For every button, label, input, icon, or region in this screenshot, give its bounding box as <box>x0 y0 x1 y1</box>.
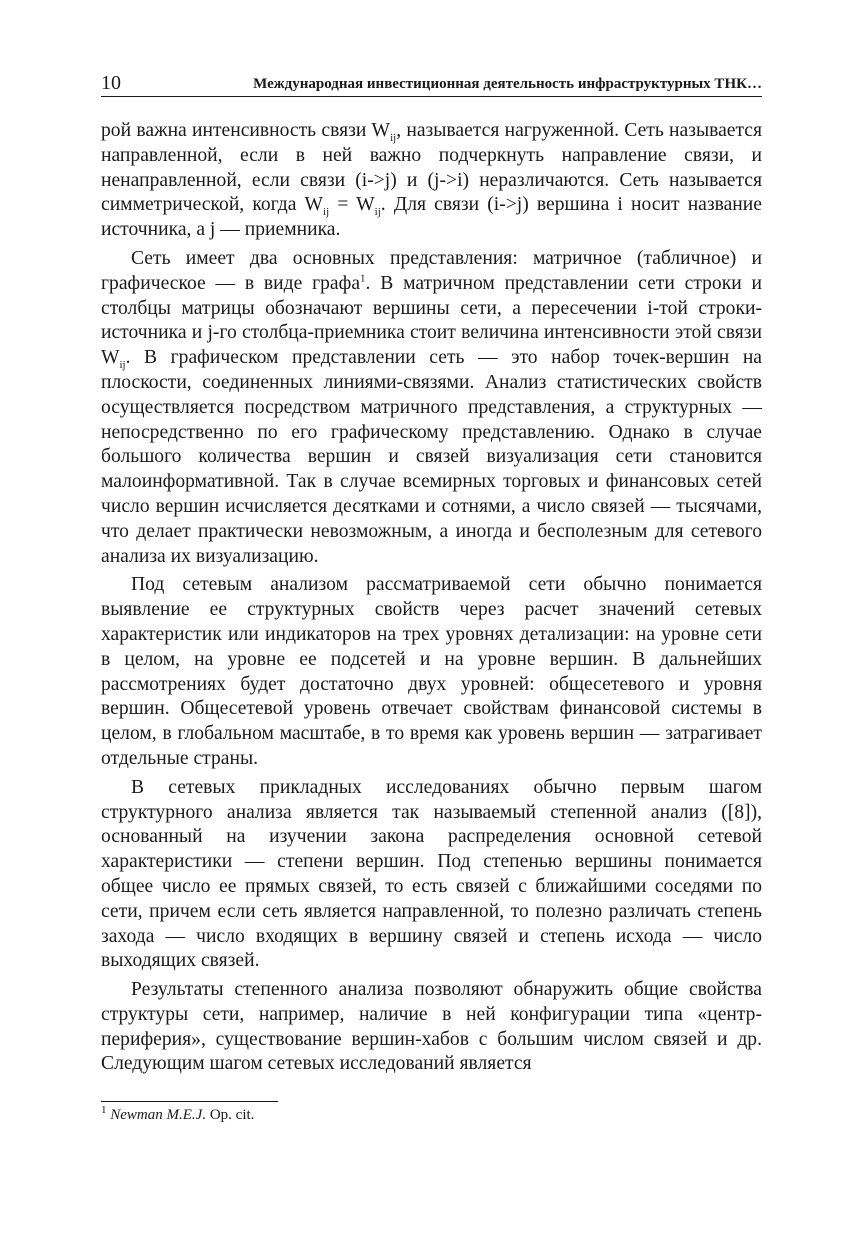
paragraph-2 <box>101 247 762 569</box>
p0-subscript-c: ij <box>374 206 381 219</box>
p0-text-d: . Для связи (i->j) вершина i носит название источника, а j — приемника. <box>101 194 762 241</box>
p0-subscript-b: ij <box>323 206 330 219</box>
p0-text-a: рой важна интенсивность связи W <box>101 120 391 141</box>
paragraph-1 <box>101 119 762 243</box>
p0-subscript-a: ij <box>390 131 397 144</box>
body-text <box>101 119 762 1077</box>
footnote-divider <box>101 1101 278 1102</box>
p0-text-b: , называется нагруженной. Сеть называется направленной, если в ней важно подчеркнуть направление связи, и ненаправленной, если связи (i->j) и (j->i) неразличаются. Сеть называется симметрической, когда W <box>101 120 763 216</box>
footnote-author: Newman M.E.J. <box>110 1107 207 1123</box>
p1-text-a: Сеть имеет два основных представления: матричное (табличное) и графическое — в виде графа <box>101 247 762 294</box>
p1-text-c: . В графическом представлении сеть — это набор точек-вершин на плоскости, соединенных линиями-связями. Анализ статистических свойств осуществляется посредством матричного представления, а структурных — непосредственно по его графическому представлению. Однако в случае большого количества вершин и связей визуализация сети становится малоинформативной. Так в случае всемирных торговых и финансовых сетей число вершин исчисляется десятками и сотнями, а число связей — тысячами, что делает практически невозможным, а иногда и бесполезным для сетевого анализа их визуализацию. <box>101 347 762 567</box>
page <box>101 70 762 1077</box>
paragraph-5: Результаты степенного анализа позволяют обнаружить общие свойства структуры сети, например, наличие в ней конфигурации типа «центр-периферия», существование вершин-хабов с большим числом связей и др. Следующим шагом сетевых исследований является <box>101 979 762 1075</box>
p0-text-c: = W <box>329 194 375 216</box>
page-number: 10 <box>101 72 121 94</box>
p1-subscript: ij <box>119 359 126 372</box>
paragraph-3: Под сетевым анализом рассматриваемой сети обычно понимается выявление ее структурных свойств через расчет значений сетевых характеристик или индикаторов на трех уровнях детализации: на уровне сети в целом, на уровне ее подсетей и на уровне вершин. В дальнейших рассмотрениях будет достаточно двух уровней: общесетевого и уровня вершин. Общесетевой уровень отвечает свойствам финансовой системы в целом, в глобальном масштабе, в то время как уровень вершин — затрагивает отдельные страны. <box>101 574 762 769</box>
footnote-marker: 1 <box>101 1104 107 1116</box>
p1-text-b: . В матричном представлении сети строки и столбцы матрицы обозначают вершины сети, а пересечении i-той строки-источника и j-го столбца-приемника стоит величина интенсивности этой связи W <box>101 272 762 369</box>
running-head <box>101 70 762 97</box>
footnote <box>101 1104 254 1126</box>
paragraph-4: В сетевых прикладных исследованиях обычно первым шагом структурного анализа является так называемый степенной анализ ([8]), основанный на изучении закона распределения основной сетевой характеристики — степени вершин. Под степенью вершины понимается общее число ее прямых связей, то есть связей с ближайшими соседями по сети, причем если сеть является направленной, то полезно различать степень захода — число входящих в вершину связей и степень исхода — число выходящих связей. <box>101 776 762 972</box>
footnote-citation: Op. cit. <box>206 1107 255 1123</box>
footnote-ref: 1 <box>360 272 366 285</box>
running-title: Международная инвестиционная деятельность инфраструктурных ТНК… <box>253 76 762 92</box>
